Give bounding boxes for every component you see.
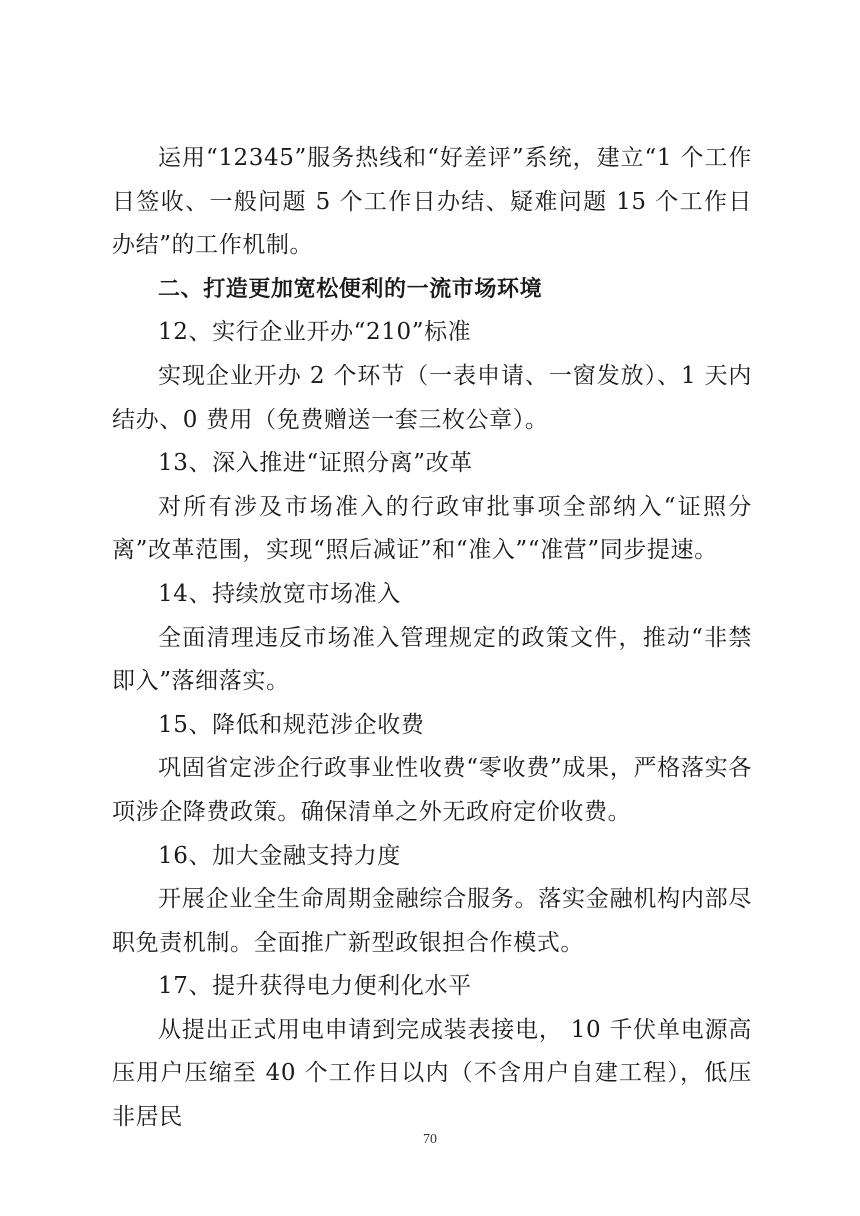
item-heading-16: 16、加大金融支持力度	[158, 842, 401, 869]
paragraph-hotline-mechanism: 运用“12345”服务热线和“好差评”系统，建立“1 个工作日签收、一般问题 5 个工作日办结、疑难问题 15 个工作日办结”的工作机制。	[112, 145, 752, 259]
item-heading-12: 12、实行企业开办“210”标准	[158, 319, 472, 346]
page-number: 70	[423, 1132, 437, 1147]
document-body	[112, 137, 752, 1140]
item-heading-13: 13、深入推进“证照分离”改革	[158, 450, 473, 477]
section-heading-market-environment: 二、打造更加宽松便利的一流市场环境	[158, 276, 543, 302]
item-heading-14: 14、持续放宽市场准入	[158, 580, 401, 607]
item-heading-15: 15、降低和规范涉企收费	[158, 711, 425, 738]
paragraph-item-12: 实现企业开办 2 个环节（一表申请、一窗发放）、1 天内结办、0 费用（免费赠送一套三枚公章）。	[112, 362, 752, 433]
item-heading-17: 17、提升获得电力便利化水平	[158, 973, 472, 1000]
paragraph-item-16: 开展企业全生命周期金融综合服务。落实金融机构内部尽职免责机制。全面推广新型政银担合作模式。	[112, 886, 752, 956]
paragraph-item-14: 全面清理违反市场准入管理规定的政策文件，推动“非禁即入”落细落实。	[112, 624, 752, 695]
paragraph-item-17: 从提出正式用电申请到完成装表接电， 10 千伏单电源高压用户压缩至 40 个工作日以内（不含用户自建工程），低压非居民	[112, 1016, 752, 1131]
paragraph-item-15: 巩固省定涉企行政事业性收费“零收费”成果，严格落实各项涉企降费政策。确保清单之外无政府定价收费。	[112, 755, 752, 825]
paragraph-item-13: 对所有涉及市场准入的行政审批事项全部纳入“证照分离”改革范围，实现“照后减证”和“准入”“准营”同步提速。	[112, 493, 752, 564]
